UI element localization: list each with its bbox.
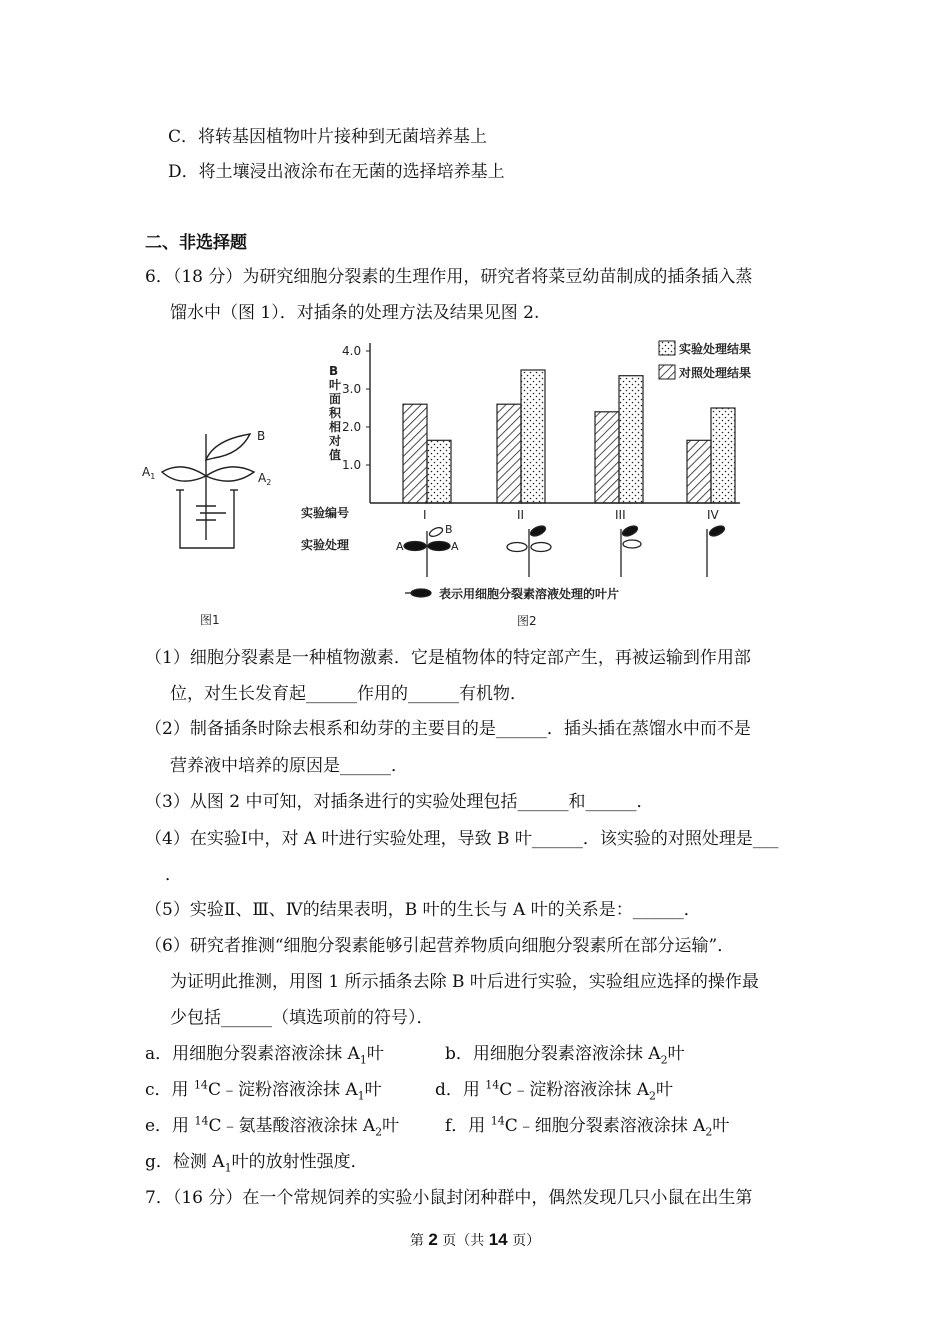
section-title: 二、非选择题 xyxy=(145,233,247,253)
q6-part6-line3: 少包括______（填选项前的符号）． xyxy=(170,1008,434,1028)
x-category-label: II xyxy=(517,508,525,522)
y-axis-label-char: 对 xyxy=(329,434,342,448)
y-tick-label: 4.0 xyxy=(342,344,362,358)
q6-part2-line2: 营养液中培养的原因是______． xyxy=(170,756,408,776)
y-axis-label-char: 积 xyxy=(329,406,342,420)
x-axis-label: 实验编号 xyxy=(301,506,350,520)
q6-option-a: a．用细胞分裂素溶液涂抹 $A_1$叶 xyxy=(145,1044,384,1067)
y-tick-label: 2.0 xyxy=(342,420,362,434)
legend-experiment: 实验处理结果 xyxy=(679,342,752,356)
y-axis-label xyxy=(328,364,342,462)
treatment-label-a-right: A xyxy=(451,540,459,553)
option-d: D．将土壤浸出液涂布在无菌的选择培养基上 xyxy=(168,162,505,182)
q6-part6-line2: 为证明此推测，用图 1 所示插条去除 B 叶后进行实验，实验组应选择的操作最 xyxy=(170,972,759,992)
chart-note: 表示用细胞分裂素溶液处理的叶片 xyxy=(439,587,620,601)
q6-option-f: f．用 $^{14}$C﹣细胞分裂素溶液涂抹 $A_2$叶 xyxy=(445,1114,730,1139)
legend-swatch-control xyxy=(659,365,675,379)
q6-intro-line1: 6．（18 分）为研究细胞分裂素的生理作用，研究者将菜豆幼苗制成的插条插入蒸 xyxy=(145,267,753,287)
treated-leaf-icon xyxy=(428,542,450,551)
q6-part1-line1: （1）细胞分裂素是一种植物激素．它是植物体的特定部产生，再被运输到作用部 xyxy=(145,648,751,668)
q6-option-e: e．用 $^{14}$C﹣氨基酸溶液涂抹 $A_2$叶 xyxy=(145,1114,400,1139)
y-axis-label-char: 叶 xyxy=(329,378,342,392)
page-total: 14 xyxy=(488,1230,508,1249)
q6-part1-line2: 位，对生长发育起______作用的______有机物． xyxy=(170,684,527,704)
y-axis-label-char: 值 xyxy=(329,448,342,462)
figure1-plant-diagram xyxy=(140,420,280,630)
leaf-a2 xyxy=(206,467,254,481)
figure1-caption: 图1 xyxy=(200,613,220,627)
q6-part4-line1: （4）在实验Ⅰ中，对 A 叶进行实验处理，导致 B 叶______．该实验的对照处理是___ xyxy=(145,829,779,849)
bar-experiment-IV xyxy=(711,408,735,503)
q6-option-c: c．用 $^{14}$C﹣淀粉溶液涂抹 $A_1$叶 xyxy=(145,1078,382,1103)
x-category-label: III xyxy=(615,508,626,522)
bar-control-III xyxy=(595,412,619,503)
page-footer: 第 2 页（共 14 页） xyxy=(409,1230,541,1249)
q6-part3: （3）从图 2 中可知，对插条进行的实验处理包括______和______． xyxy=(145,792,654,812)
option-c: C．将转基因植物叶片接种到无菌培养基上 xyxy=(168,127,488,147)
treated-leaf-icon xyxy=(708,524,726,538)
treated-leaf-legend-icon xyxy=(411,589,431,597)
y-axis-label-char: B xyxy=(329,364,339,378)
figure2-bar-chart xyxy=(295,335,795,635)
q6-option-g: g．检测 $A_1$叶的放射性强度． xyxy=(145,1152,368,1175)
y-axis-label-char: 相 xyxy=(329,420,342,434)
bar-control-IV xyxy=(687,440,711,503)
y-tick-label: 1.0 xyxy=(342,458,362,472)
treatment-label-b: B xyxy=(445,523,453,536)
figure2-caption: 图2 xyxy=(517,614,537,628)
treatment-row-label: 实验处理 xyxy=(301,538,350,552)
legend-control: 对照处理结果 xyxy=(679,366,752,380)
page-number: 2 xyxy=(428,1230,438,1249)
q6-part2-line1: （2）制备插条时除去根系和幼芽的主要目的是______．插头插在蒸馏水中而不是 xyxy=(145,719,751,739)
q6-option-b: b．用细胞分裂素溶液涂抹 $A_2$叶 xyxy=(445,1044,685,1067)
y-tick-label: 3.0 xyxy=(342,382,362,396)
bar-experiment-II xyxy=(521,370,545,503)
x-category-label: IV xyxy=(707,508,719,522)
q6-part5: （5）实验Ⅱ、Ⅲ、Ⅳ的结果表明，B 叶的生长与 A 叶的关系是：______． xyxy=(145,900,701,920)
label-a1: $A_1$ xyxy=(142,465,156,481)
label-b: B xyxy=(257,429,266,443)
beaker xyxy=(180,490,234,548)
bar-control-II xyxy=(497,404,521,503)
q7-intro-line1: 7．（16 分）在一个常规饲养的实验小鼠封闭种群中，偶然发现几只小鼠在出生第 xyxy=(145,1188,753,1208)
bar-control-I xyxy=(403,404,427,503)
treatment-label-a-left: A xyxy=(396,540,404,553)
bar-experiment-I xyxy=(427,440,451,503)
q6-part6-line1: （6）研究者推测“细胞分裂素能够引起营养物质向细胞分裂素所在部分运输”． xyxy=(145,936,735,956)
treated-leaf-icon xyxy=(529,524,547,538)
y-axis-label-char: 面 xyxy=(329,392,342,406)
leaf-b xyxy=(206,434,250,460)
q6-option-d: d．用 $^{14}$C﹣淀粉溶液涂抹 $A_2$叶 xyxy=(435,1078,673,1103)
treated-leaf-icon xyxy=(621,524,639,538)
q6-part4-line2: ． xyxy=(165,865,182,885)
bar-experiment-III xyxy=(619,376,643,503)
x-category-label: I xyxy=(423,508,427,522)
leaf-a1 xyxy=(162,467,206,481)
label-a2: $A_2$ xyxy=(258,471,272,487)
treated-leaf-icon xyxy=(404,542,426,551)
q6-intro-line2: 馏水中（图 1）．对插条的处理方法及结果见图 2. xyxy=(170,303,540,323)
legend-swatch-experiment xyxy=(659,341,675,355)
